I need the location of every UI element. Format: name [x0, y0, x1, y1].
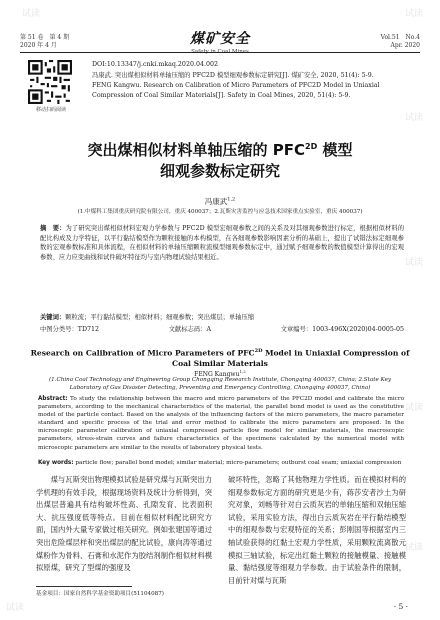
classification-row [40, 324, 404, 333]
author-en-sup: 1,2 [239, 369, 246, 374]
watermark: 试读 [405, 543, 424, 553]
clc-number: 中图分类号：TD712 [40, 326, 100, 333]
doi-line[interactable]: DOI:10.13347/j.cnki.mkaq.2020.04.002 [92, 61, 218, 68]
title-cn-part2: 模型 [317, 141, 353, 159]
affiliation-en: (1.China Coal Technology and Engineering Group Chongqing Research Institute, Chongqing 400037, China; 2.State Key Laboratory of Gas Disaster Detecting, Preventing and Emergency Controlling, Chongqing 400037, China) [48, 377, 392, 391]
doc-code: 文献标志码：A [168, 326, 211, 333]
keywords-en-label: Key words: [38, 460, 74, 466]
title-cn-part1: 突出煤相似材料单轴压缩的 PFC [87, 141, 306, 159]
author-cn-sup: 1,2 [227, 196, 236, 203]
author-cn-name: 冯康武 [204, 197, 228, 206]
article-number: 文章编号：1003-496X(2020)04-0005-05 [280, 326, 404, 333]
keywords-cn-label: 关键词： [40, 314, 66, 321]
journal-name-en: Safety in Coal Mines [191, 49, 249, 55]
article-title-cn [0, 136, 440, 182]
title-cn-line2: 细观参数标定研究 [159, 162, 280, 180]
qr-caption: 移动扫码阅读 [35, 107, 66, 113]
header-rule [20, 52, 420, 53]
abstract-cn [40, 224, 404, 262]
keywords-en [38, 459, 404, 467]
keywords-cn [40, 313, 404, 322]
abstract-en-label: Abstract: [38, 396, 68, 402]
header-right [381, 34, 420, 50]
body-column-left: 煤与瓦斯突出物理模拟试验是研究煤与瓦斯突出力学机理的有效手段，根据现场资料及统计分析得到，突出煤层普遍具有结构破坏性高、孔隙发育、比表面积大、抗压强度低等特点。目前在相似材料配比研究方面，国内外大量专家做过相关研究。例如张建国等通过突出危险煤层样和突出煤层的配比试验，康向涛等通过煤粉作为骨料、石膏和水泥作为胶结剂制作相似材料模拟原煤，研究了型煤的强度及 [36, 475, 212, 573]
footnote-funding: 基金项目：国家自然科学基金资助项目(51104087) [36, 591, 164, 597]
journal-masthead [0, 28, 440, 55]
article-title-en [0, 346, 440, 370]
abstract-cn-label: 摘 要： [40, 225, 66, 232]
watermark: 试读 [6, 603, 25, 613]
watermark: 试读 [405, 9, 424, 19]
abstract-en [38, 395, 404, 452]
citation-en: FENG Kangwu. Research on Calibration of Micro Parameters of PFC2D Model in Uniaxial Compression of Coal Similar Materials[J]. Safety in Coal Mines, 2020, 51(4): 5-9. [92, 82, 380, 99]
abstract-en-text: To study the relationship between the macro and micro parameters of the PFC2D model and calibrate the micro parameters, according to the mechanical characteristics of the material, the parallel bond model is used as the constitutive model of the particle contact. Based on the analysis of the influencing factors of the micro parameters, the macro parameter standard and specific process of the trial and error method to calibrate the micro parameters are proposed. In the microscopic parameter calibration of uniaxial compressed particle flow model for similar materials, the macroscopic parameters, stress-strain curves and failure characteristics of the specimens calculated by the numerical model with microscopic parameters are similar to the results of laboratory physical tests. [38, 396, 404, 451]
citation-cn: 冯康武. 突出煤相似材料单轴压缩的 PFC2D 模型细观参数标定研究[J]. 煤矿安全, 2020, 51(4): 5-9. [92, 71, 374, 79]
title-en-sup: 2D [254, 348, 263, 354]
watermark: 试读 [405, 113, 424, 123]
citation-block [92, 60, 422, 101]
title-en-line2: Coal Similar Materials [172, 359, 268, 369]
keywords-en-text: particle flow; parallel bond model; similar material; micro-parameters; outburst coal seam; uniaxial compression [75, 460, 402, 466]
abstract-cn-text: 为了研究突出煤相似材料宏观力学参数与 PFC2D 模型宏细观参数之间的关系及对其细观参数进行标定，根据相似材料的配比构成及力学特征，以平行黏结模型作为颗粒接触的本构模型，在各细观参数影响因素分析的基础上，提出了试错法标定细观参数的宏观参数标准和具体流程，在相似材料的单轴压缩颗粒流模型细观参数标定中，通过赋予细观参数的数值模型计算得出的宏观参数、应力应变曲线和试件破坏特征均与室内物理试验结果相近。 [40, 225, 404, 261]
page-number: · 5 · [393, 602, 408, 611]
affiliation-cn: (1.中煤科工集团重庆研究院有限公司，重庆 400037；2.瓦斯灾害监控与应急技术国家重点实验室，重庆 400037) [77, 209, 363, 215]
author-en-name: FENG Kangwu [194, 371, 240, 378]
title-en-part1: Research on Calibration of Micro Parameters of PFC [30, 348, 255, 358]
footnote-rule [36, 586, 132, 587]
header-volume-cn: 第 51 卷 第 4 期 [20, 34, 70, 41]
page-header [0, 0, 440, 55]
journal-name-cn: 煤矿安全 [190, 31, 250, 47]
header-date-en: Apr. 2020 [390, 42, 420, 49]
watermark: 试读 [405, 258, 424, 268]
title-cn-sup: 2D [305, 142, 318, 151]
watermark: 试读 [405, 403, 424, 413]
title-en-part2: Model in Uniaxial Compression of [262, 348, 410, 358]
body-column-right: 破坏特性，忽略了其他物理力学性质。而在模拟材料的细观参数标定方面的研究更是少有，蒋莎安者沙土为研究对象，刘畅等针对白云质灰岩的单轴压缩和双轴压缩试验，采用实验方法，得出白云质灰岩在平行黏结模型中的细观参数与宏观特征的关系；彭刚国等根据室内三轴试验获得的红黏土宏观力学性质，采用颗粒流离散元模拟三轴试验，标定出红黏土颗粒的接触模量、接触模量、黏结强度等细观力学参数。由于试验条件的限制，目前针对煤与瓦斯 [228, 475, 406, 585]
author-cn [0, 196, 440, 207]
keywords-cn-text: 颗粒流；平行黏结模型；相似材料；细观参数；突出煤层；单轴压缩 [65, 314, 255, 321]
watermark: 试读 [22, 9, 41, 19]
header-date-cn: 2020 年 4 月 [20, 42, 57, 49]
header-volume-en: Vol.51 No.4 [380, 34, 420, 41]
qr-code-icon[interactable] [28, 60, 72, 104]
